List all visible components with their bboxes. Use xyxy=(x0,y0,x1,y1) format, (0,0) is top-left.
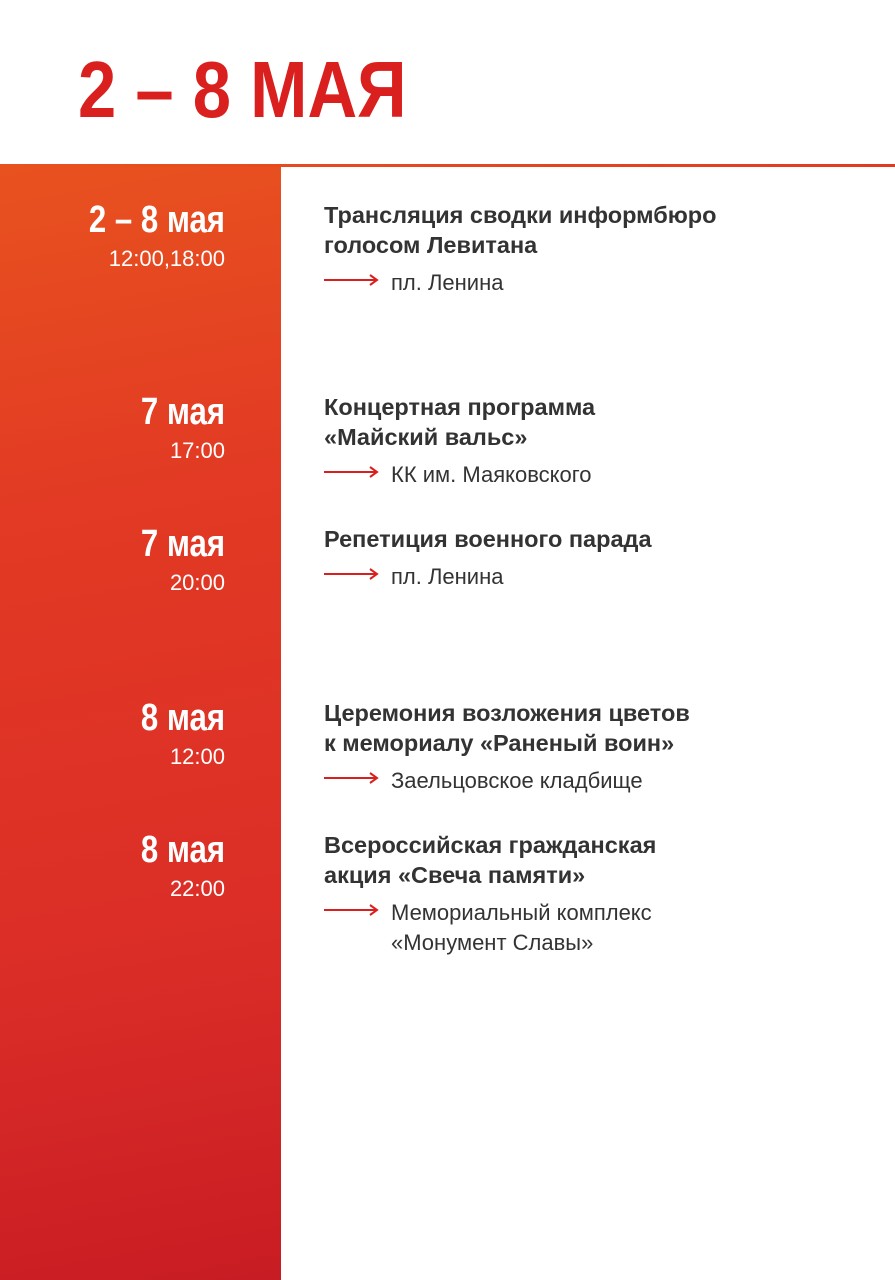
event-info xyxy=(324,830,864,958)
event-date: 2 – 8 мая xyxy=(88,199,225,241)
event-date-block xyxy=(0,698,225,770)
event-date-block xyxy=(0,524,225,596)
event-title-line: Концертная программа xyxy=(324,394,596,420)
event-place-row xyxy=(324,268,864,298)
event-time: 20:00 xyxy=(169,570,225,595)
event-place xyxy=(391,268,864,298)
event-place xyxy=(391,766,864,796)
event-date: 7 мая xyxy=(140,523,225,565)
event-time: 22:00 xyxy=(169,876,225,901)
event-title-line: голосом Левитана xyxy=(324,232,538,258)
event-place-line: «Монумент Славы» xyxy=(391,930,594,955)
event-place-line: пл. Ленина xyxy=(391,564,504,589)
event-info xyxy=(324,200,864,298)
event-title-line: акция «Свеча памяти» xyxy=(324,862,586,888)
page-title: 2 – 8 МАЯ xyxy=(78,45,407,134)
event-time: 12:00,18:00 xyxy=(108,246,225,271)
arrow-right-icon xyxy=(324,465,380,479)
arrow-right-icon xyxy=(324,903,380,917)
event-title-line: Всероссийская гражданская xyxy=(324,832,657,858)
event-info xyxy=(324,392,864,490)
event-place-line: Заельцовское кладбище xyxy=(391,768,643,793)
event-title-line: Церемония возложения цветов xyxy=(324,700,690,726)
event-place-row xyxy=(324,898,864,958)
event-place-row xyxy=(324,766,864,796)
event-time: 17:00 xyxy=(169,438,225,463)
arrow-right-icon xyxy=(324,567,380,581)
event-title-line: Трансляция сводки информбюро xyxy=(324,202,717,228)
event-time: 12:00 xyxy=(169,744,225,769)
event-date-block xyxy=(0,200,225,272)
event-place xyxy=(391,898,864,958)
event-title xyxy=(324,392,864,452)
event-date: 7 мая xyxy=(140,391,225,433)
event-date: 8 мая xyxy=(140,829,225,871)
event-place-line: КК им. Маяковского xyxy=(391,462,592,487)
event-info xyxy=(324,698,864,796)
arrow-right-icon xyxy=(324,771,380,785)
event-title-line: Репетиция военного парада xyxy=(324,526,652,552)
event-place-line: пл. Ленина xyxy=(391,270,504,295)
event-title xyxy=(324,200,864,260)
event-date-block xyxy=(0,830,225,902)
event-place-row xyxy=(324,460,864,490)
arrow-right-icon xyxy=(324,273,380,287)
event-title-line: к мемориалу «Раненый воин» xyxy=(324,730,675,756)
event-title xyxy=(324,524,864,554)
event-info xyxy=(324,524,864,592)
event-date: 8 мая xyxy=(140,697,225,739)
event-date-block xyxy=(0,392,225,464)
event-place-row xyxy=(324,562,864,592)
event-title xyxy=(324,698,864,758)
event-place xyxy=(391,460,864,490)
event-place xyxy=(391,562,864,592)
event-title-line: «Майский вальс» xyxy=(324,424,528,450)
event-title xyxy=(324,830,864,890)
event-place-line: Мемориальный комплекс xyxy=(391,900,652,925)
